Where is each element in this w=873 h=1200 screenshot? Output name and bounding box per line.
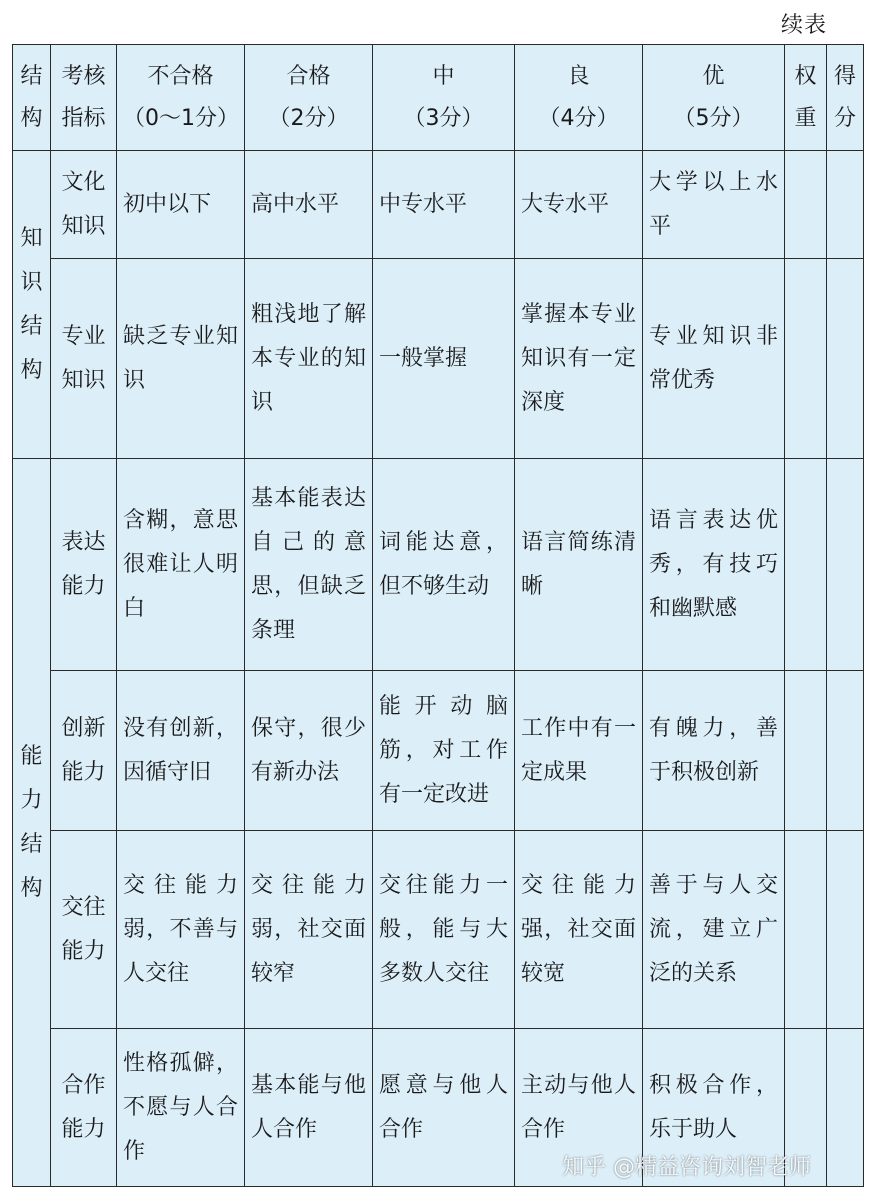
group-knowledge-structure: 知识结构 bbox=[13, 151, 51, 459]
cell-medium: 一般掌握 bbox=[373, 259, 515, 459]
cell-weight bbox=[785, 671, 827, 831]
cell-pass: 高中水平 bbox=[245, 151, 373, 259]
indicator-label: 文化知识 bbox=[51, 151, 117, 259]
table-caption: 续表 bbox=[780, 13, 827, 38]
table-row bbox=[13, 151, 864, 259]
cell-pass: 基本能表达自己的意思，但缺乏条理 bbox=[245, 459, 373, 671]
cell-good: 交往能力强，社交面较宽 bbox=[515, 831, 643, 1029]
cell-good: 语言简练清晰 bbox=[515, 459, 643, 671]
cell-excellent: 积极合作，乐于助人 bbox=[643, 1029, 785, 1187]
table-row bbox=[13, 671, 864, 831]
cell-excellent: 专业知识非常优秀 bbox=[643, 259, 785, 459]
header-row bbox=[13, 45, 864, 151]
cell-fail: 含糊，意思很难让人明白 bbox=[117, 459, 245, 671]
group-ability-structure: 能力结构 bbox=[13, 459, 51, 1187]
cell-medium: 交往能力一般，能与大多数人交往 bbox=[373, 831, 515, 1029]
cell-score bbox=[827, 459, 864, 671]
cell-weight bbox=[785, 459, 827, 671]
cell-good: 大专水平 bbox=[515, 151, 643, 259]
cell-fail: 性格孤僻，不愿与人合作 bbox=[117, 1029, 245, 1187]
header-indicator: 考核 指标 bbox=[51, 45, 117, 151]
cell-score bbox=[827, 259, 864, 459]
header-excellent: 优 （5分） bbox=[643, 45, 785, 151]
table-row bbox=[13, 831, 864, 1029]
cell-pass: 交往能力弱，社交面较窄 bbox=[245, 831, 373, 1029]
cell-weight bbox=[785, 259, 827, 459]
cell-pass: 粗浅地了解本专业的知识 bbox=[245, 259, 373, 459]
cell-excellent: 善于与人交流，建立广泛的关系 bbox=[643, 831, 785, 1029]
cell-pass: 基本能与他人合作 bbox=[245, 1029, 373, 1187]
cell-good: 掌握本专业知识有一定深度 bbox=[515, 259, 643, 459]
cell-excellent: 有魄力，善于积极创新 bbox=[643, 671, 785, 831]
cell-pass: 保守，很少有新办法 bbox=[245, 671, 373, 831]
header-score: 得 分 bbox=[827, 45, 864, 151]
cell-good: 主动与他人合作 bbox=[515, 1029, 643, 1187]
cell-medium: 词能达意，但不够生动 bbox=[373, 459, 515, 671]
header-good: 良 （4分） bbox=[515, 45, 643, 151]
cell-score bbox=[827, 831, 864, 1029]
cell-excellent: 大学以上水平 bbox=[643, 151, 785, 259]
header-weight: 权 重 bbox=[785, 45, 827, 151]
cell-medium: 愿意与他人合作 bbox=[373, 1029, 515, 1187]
cell-medium: 中专水平 bbox=[373, 151, 515, 259]
cell-fail: 交往能力弱，不善与人交往 bbox=[117, 831, 245, 1029]
cell-fail: 没有创新，因循守旧 bbox=[117, 671, 245, 831]
table-row bbox=[13, 259, 864, 459]
cell-score bbox=[827, 151, 864, 259]
header-structure: 结 构 bbox=[13, 45, 51, 151]
indicator-label: 创新能力 bbox=[51, 671, 117, 831]
cell-fail: 初中以下 bbox=[117, 151, 245, 259]
cell-fail: 缺乏专业知识 bbox=[117, 259, 245, 459]
header-medium: 中 （3分） bbox=[373, 45, 515, 151]
table-row bbox=[13, 459, 864, 671]
cell-weight bbox=[785, 151, 827, 259]
cell-excellent: 语言表达优秀，有技巧和幽默感 bbox=[643, 459, 785, 671]
cell-good: 工作中有一定成果 bbox=[515, 671, 643, 831]
watermark-text: 知乎 @精益咨询刘智老师 bbox=[562, 1155, 811, 1180]
header-fail: 不合格 （0～1分） bbox=[117, 45, 245, 151]
indicator-label: 合作能力 bbox=[51, 1029, 117, 1187]
indicator-label: 交往能力 bbox=[51, 831, 117, 1029]
cell-weight bbox=[785, 831, 827, 1029]
cell-medium: 能开动脑筋，对工作有一定改进 bbox=[373, 671, 515, 831]
evaluation-table bbox=[12, 44, 864, 1187]
indicator-label: 专业知识 bbox=[51, 259, 117, 459]
cell-score bbox=[827, 1029, 864, 1187]
header-pass: 合格 （2分） bbox=[245, 45, 373, 151]
cell-score bbox=[827, 671, 864, 831]
indicator-label: 表达能力 bbox=[51, 459, 117, 671]
